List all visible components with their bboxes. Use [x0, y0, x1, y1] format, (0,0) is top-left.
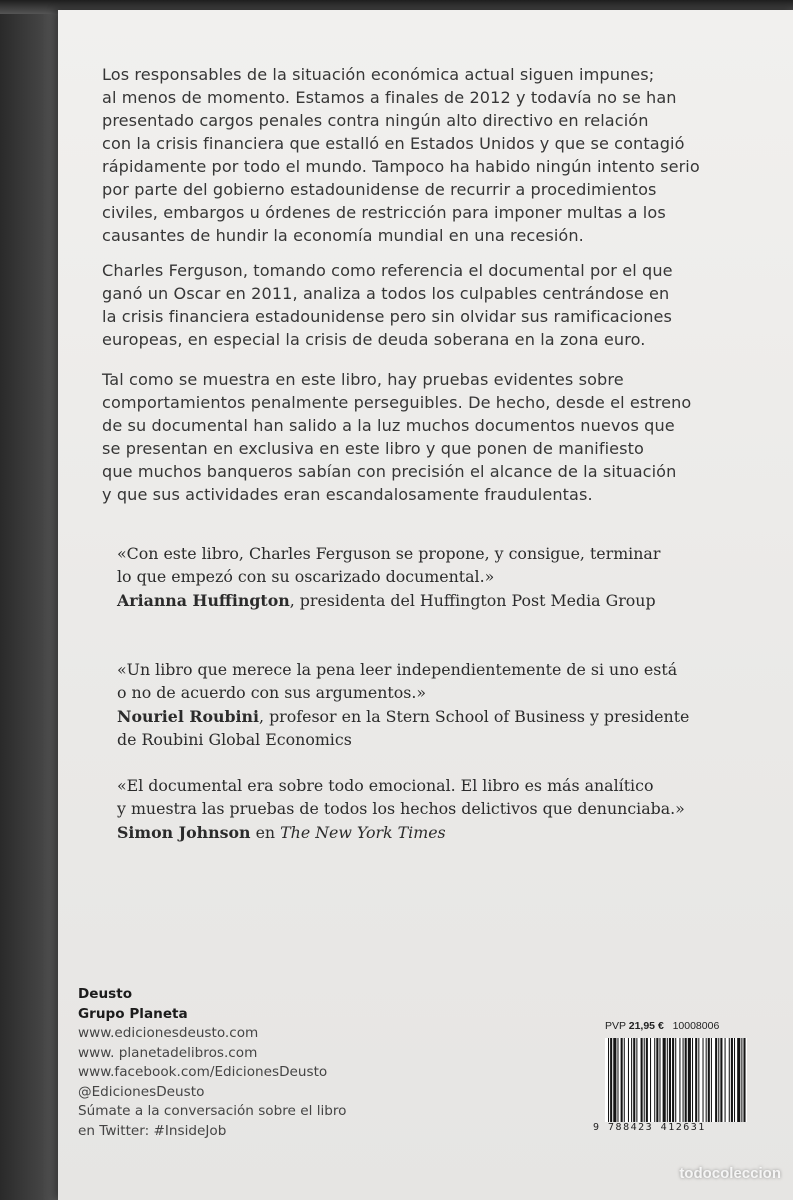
quote-2-author: Nouriel Roubini: [117, 707, 260, 726]
publisher-facebook: www.facebook.com/EdicionesDeusto: [78, 1064, 328, 1080]
publisher-hashtag: en Twitter: #InsideJob: [78, 1122, 227, 1139]
quote-1-author: Arianna Huffington: [117, 591, 290, 610]
quote-2-text: «Un libro que merece la pena leer independientemente de si uno está o no de acuerdo con sus argumentos.»: [117, 660, 678, 702]
price-label: [605, 1020, 719, 1032]
blurb-paragraph-3: Tal como se muestra en este libro, hay pruebas evidentes sobre comportamientos penalmente perseguibles. De hecho, desde el estreno de su documental han salido a la luz muchos documentos nuevos que se presentan en exclusiva en este libro y que ponen de manifiesto que muchos banqueros sabían con precisión el alcance de la situación y que sus actividades eran escandalosamente fraudulentas.: [102, 370, 692, 504]
publisher-block: [78, 985, 408, 1141]
publisher-twitter-handle: @EdicionesDeusto: [78, 1083, 205, 1100]
quote-1-attribution: [117, 589, 737, 612]
quote-3-attribution: [117, 821, 737, 844]
quote-3-source: The New York Times: [280, 823, 446, 842]
blurb-paragraph-1: Los responsables de la situación económica actual siguen impunes; al menos de momento. Estamos a finales de 2012 y todavía no se han presentado cargos penales contra ningún alto directivo en relación con la crisis financiera que estalló en Estados Unidos y que se contagió rápidamente por todo el mundo. Tampoco ha habido ningún intento serio por parte del gobierno estadounidense de recurrir a procedimientos civiles, embargos u órdenes de restricción para imponer multas a los causantes de hundir la economía mundial en una recesión.: [102, 65, 700, 245]
publisher-web-2: www. planetadelibros.com: [78, 1044, 258, 1061]
publisher-group: Grupo Planeta: [78, 1005, 188, 1022]
quote-3-role: en: [250, 823, 281, 842]
publisher-web: www.edicionesdeusto.com: [78, 1025, 259, 1041]
barcode-image: [605, 1038, 747, 1122]
quote-3-author: Simon Johnson: [117, 823, 251, 842]
quote-1-role: , presidenta del Huffington Post Media Group: [289, 591, 656, 610]
price-value: 21,95 €: [628, 1020, 664, 1032]
product-code: 10008006: [672, 1020, 720, 1032]
quote-3-text: «El documental era sobre todo emocional. El libro es más analítico y muestra las pruebas de todos los hechos delictivos que denunciaba.»: [117, 776, 685, 818]
watermark-logo: todocoleccion: [679, 1165, 781, 1182]
barcode-area: [593, 1020, 753, 1148]
publisher-name: Deusto: [78, 986, 133, 1002]
pvp-label: PVP: [605, 1020, 626, 1032]
isbn-digits: 9 788423 412631: [593, 1122, 706, 1133]
quote-1-text: «Con este libro, Charles Ferguson se propone, y consigue, terminar lo que empezó con su oscarizado documental.»: [117, 544, 661, 586]
blurb-paragraph-2: Charles Ferguson, tomando como referencia el documental por el que ganó un Oscar en 2011, analiza a todos los culpables centrándose en la crisis financiera estadounidense pero sin olvidar sus ramificaciones europeas, en especial la crisis de deuda soberana en la zona euro.: [102, 261, 673, 349]
publisher-invite: Súmate a la conversación sobre el libro: [78, 1103, 347, 1119]
quote-2-attribution: [117, 705, 737, 751]
quote-2-role: , profesor en la Stern School of Business y presidente de Roubini Global Economics: [117, 707, 690, 749]
